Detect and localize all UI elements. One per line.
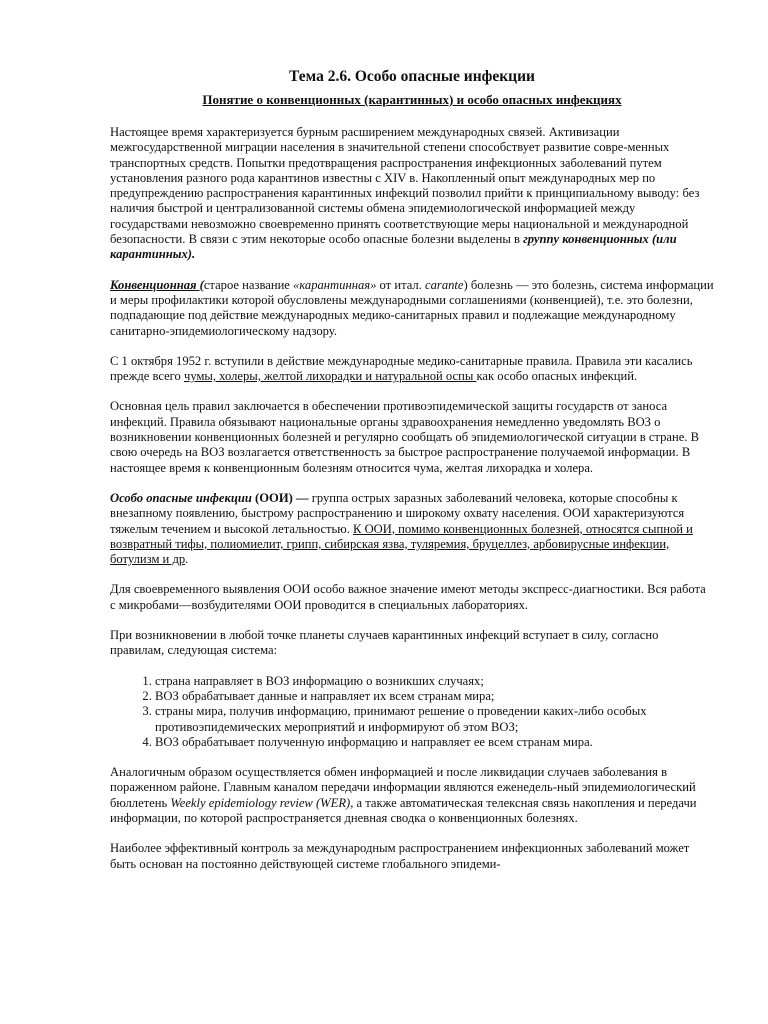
ooi-abbreviation: (ООИ) — [251, 490, 309, 505]
paragraph-system-intro: При возникновении в любой точке планеты случаев карантинных инфекций вступает в силу, согласно правилам, следующая система: [110, 628, 659, 658]
paragraph-rules-purpose: Основная цель правил заключается в обеспечении противоэпидемической защиты государств от заноса инфекций. Правила обязывают национальные органы здравоохранения немедленно уведомлять ВОЗ о возникновении конвенционных болезней и регулярно сообщать об эпидемиологической ситуации в стране. В свою очередь на ВОЗ возлагается ответственность за быстрое распространение получаемой информации. В настоящее время к конвенционным болезням относится чума, желтая лихорадка и холера. [110, 399, 699, 475]
list-item: 3. страны мира, получив информацию, принимают решение о проведении каких-либо особых противоэпидемических мероприятий и информируют об этом ВОЗ; [155, 704, 714, 735]
conventional-group-emphasis: группу конвенционных (или карантинных). [110, 232, 677, 262]
italian-word: carante [425, 277, 464, 292]
list-item: 4. ВОЗ обрабатывает полученную информацию и направляет ее всем странам мира. [155, 735, 714, 750]
document-page [110, 68, 714, 887]
paragraph-global-control: Наиболее эффективный контроль за международным распространением инфекционных заболеваний может быть основан на постоянно действующей системе глобального эпидеми- [110, 841, 690, 871]
list-item: 1. страна направляет в ВОЗ информацию о возникших случаях; [155, 674, 714, 689]
exchange-text-2: а также автоматическая телексная связь накопления и передачи информации, по которой распространяется дневная сводка о конвенционных болезнях. [110, 795, 697, 825]
quarantine-quote: «карантинная» [293, 277, 377, 292]
journal-title: Weekly epidemiology review (WER), [170, 795, 354, 810]
term-conventional: Конвенционная ( [110, 277, 204, 292]
rules-text-2: как особо опасных инфекций. [476, 369, 638, 384]
ooi-text-1: группа острых заразных заболеваний человека, которые способны к внезапному появлению, быстрому распространению и широкому охвату населения. ООИ характеризуются тяжелым течением и высокой летальностью. [110, 490, 685, 536]
ooi-text-2: . [185, 552, 189, 567]
section-subtitle: Понятие о конвенционных (карантинных) и особо опасных инфекциях [202, 92, 622, 107]
paragraph-rules-1952 [110, 354, 714, 385]
notification-steps-list [110, 674, 714, 750]
list-item: 2. ВОЗ обрабатывает данные и направляет их всем странам мира; [155, 689, 714, 704]
ooi-diseases-underlined: К ООИ, помимо конвенционных болезней, относятся сыпной и возвратный тифы, полиомиелит, грипп, сибирская язва, туляремия, бруцеллез, арбовирусные инфекции, ботулизм и др [110, 521, 693, 567]
paragraph-diagnostics: Для своевременного выявления ООИ особо важное значение имеют методы экспресс-диагностики. Вся работа с микробами—возбудителями ООИ проводится в специальных лабораториях. [110, 582, 706, 612]
term-ooi: Особо опасные инфекции [110, 490, 252, 505]
definition-text-1: старое название [203, 277, 294, 292]
rules-diseases-underlined: чумы, холеры, желтой лихорадки и натуральной оспы [183, 369, 477, 384]
paragraph-intro [110, 125, 714, 263]
page-title: Тема 2.6. Особо опасные инфекции [289, 68, 535, 85]
paragraph-conventional-definition [110, 278, 714, 339]
exchange-text-1: Аналогичным образом осуществляется обмен информацией и после ликвидации случаев заболевания в пораженном районе. Главным каналом передачи информации являются еженедель-ный эпидемиологический бюллетень [110, 765, 696, 810]
rules-text-1: С 1 октября 1952 г. вступили в действие международные медико-санитарные правила. Правила эти касались прежде всего [110, 353, 693, 384]
paragraph-information-exchange [110, 765, 714, 826]
definition-text-3: ) болезнь — это болезнь, система информации и меры профилактики которой обусловлены международными соглашениями (конвенцией), т.е. это болезни, подпадающие под действие международных медико-санитарных правил и подлежащие международному санитарно-эпидемиологическому надзору. [110, 277, 714, 338]
paragraph-intro-text: Настоящее время характеризуется бурным расширением международных связей. Активизации межгосударственной миграции населения в значительной степени способствует развитие совре-менных транспортных средств. Попытки предотвращения распространения инфекционных заболеваний путем установления разного рода карантинов известны с XIV в. Накопленный опыт международных мер по предупреждению распространения карантинных инфекций позволил прийти к принципиальному выводу: без наличия быстрой и централизованной системы обмена эпидемиологической информацией между государствами невозможно своевременно принять соответствующие меры национальной и международной безопасности. В связи с этим некоторые особо опасные болезни выделены в [110, 125, 700, 247]
definition-text-2: от итал. [376, 277, 426, 292]
paragraph-ooi-definition [110, 491, 714, 567]
